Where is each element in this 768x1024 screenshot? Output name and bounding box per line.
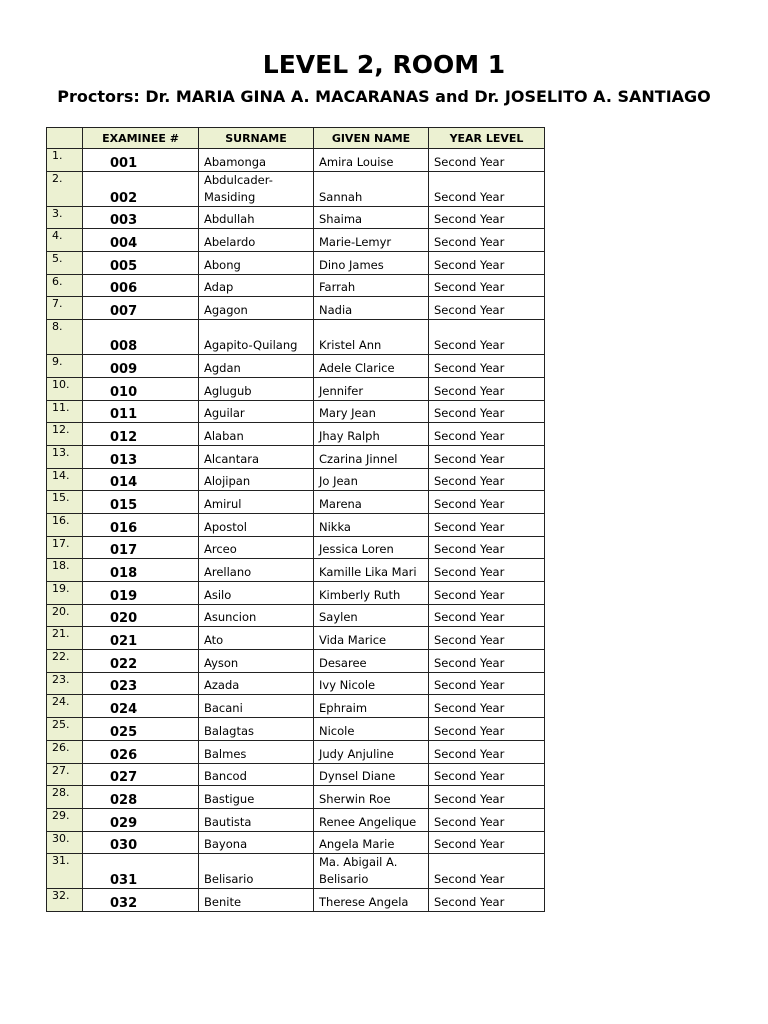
row-number: 11. <box>47 400 83 423</box>
examinee-number: 012 <box>83 423 199 446</box>
examinee-number: 023 <box>83 672 199 695</box>
year-level-cell: Second Year <box>429 206 545 229</box>
given-name-cell: Jessica Loren <box>314 536 429 559</box>
year-level-cell: Second Year <box>429 355 545 378</box>
given-name-cell: Mary Jean <box>314 400 429 423</box>
surname-cell: Apostol <box>199 513 314 536</box>
table-row <box>47 206 545 229</box>
row-number: 16. <box>47 513 83 536</box>
given-name-cell: Renee Angelique <box>314 808 429 831</box>
table-header-row <box>47 128 545 149</box>
surname-cell: Balagtas <box>199 718 314 741</box>
given-name-cell: Czarina Jinnel <box>314 445 429 468</box>
table-row <box>47 889 545 912</box>
row-number: 14. <box>47 468 83 491</box>
examinee-number: 017 <box>83 536 199 559</box>
table-row <box>47 808 545 831</box>
row-number: 22. <box>47 650 83 673</box>
surname-cell: Balmes <box>199 740 314 763</box>
table-row <box>47 355 545 378</box>
surname-cell: Alojipan <box>199 468 314 491</box>
table-row <box>47 491 545 514</box>
table-row <box>47 377 545 400</box>
row-number: 27. <box>47 763 83 786</box>
year-level-cell: Second Year <box>429 740 545 763</box>
given-name-cell: Ma. Abigail A. Belisario <box>314 854 429 889</box>
given-name-cell: Amira Louise <box>314 149 429 172</box>
row-number: 19. <box>47 582 83 605</box>
table-row <box>47 650 545 673</box>
examinee-number: 005 <box>83 252 199 275</box>
surname-cell: Agapito-Quilang <box>199 320 314 355</box>
year-level-cell: Second Year <box>429 854 545 889</box>
examinee-number: 031 <box>83 854 199 889</box>
row-number: 1. <box>47 149 83 172</box>
given-name-cell: Adele Clarice <box>314 355 429 378</box>
row-number: 8. <box>47 320 83 355</box>
year-level-cell: Second Year <box>429 672 545 695</box>
given-name-cell: Saylen <box>314 604 429 627</box>
year-level-cell: Second Year <box>429 786 545 809</box>
year-level-cell: Second Year <box>429 423 545 446</box>
surname-cell: Asuncion <box>199 604 314 627</box>
row-number: 7. <box>47 297 83 320</box>
examinee-number: 015 <box>83 491 199 514</box>
given-name-cell: Vida Marice <box>314 627 429 650</box>
row-number: 21. <box>47 627 83 650</box>
examinee-number: 008 <box>83 320 199 355</box>
surname-cell: Adap <box>199 274 314 297</box>
given-name-cell: Marie-Lemyr <box>314 229 429 252</box>
surname-cell: Abelardo <box>199 229 314 252</box>
year-level-cell: Second Year <box>429 149 545 172</box>
given-name-cell: Kimberly Ruth <box>314 582 429 605</box>
row-number: 5. <box>47 252 83 275</box>
surname-cell: Belisario <box>199 854 314 889</box>
examinee-number: 029 <box>83 808 199 831</box>
surname-cell: Bastigue <box>199 786 314 809</box>
given-name-cell: Marena <box>314 491 429 514</box>
given-name-cell: Farrah <box>314 274 429 297</box>
surname-cell: Aguilar <box>199 400 314 423</box>
table-row <box>47 718 545 741</box>
table-row <box>47 297 545 320</box>
row-number: 9. <box>47 355 83 378</box>
surname-cell: Ato <box>199 627 314 650</box>
surname-cell: Arceo <box>199 536 314 559</box>
surname-cell: Aglugub <box>199 377 314 400</box>
row-number: 24. <box>47 695 83 718</box>
table-row <box>47 229 545 252</box>
examinee-number: 022 <box>83 650 199 673</box>
surname-cell: Agdan <box>199 355 314 378</box>
table-row <box>47 604 545 627</box>
given-name-cell: Jo Jean <box>314 468 429 491</box>
surname-cell: Ayson <box>199 650 314 673</box>
column-header-examinee: EXAMINEE # <box>83 128 199 149</box>
row-number: 2. <box>47 171 83 206</box>
column-header-year-level: YEAR LEVEL <box>429 128 545 149</box>
row-number: 3. <box>47 206 83 229</box>
year-level-cell: Second Year <box>429 320 545 355</box>
year-level-cell: Second Year <box>429 718 545 741</box>
row-number: 30. <box>47 831 83 854</box>
surname-cell: Bacani <box>199 695 314 718</box>
row-number: 10. <box>47 377 83 400</box>
examinee-number: 032 <box>83 889 199 912</box>
row-number: 23. <box>47 672 83 695</box>
surname-cell: Abamonga <box>199 149 314 172</box>
given-name-cell: Kristel Ann <box>314 320 429 355</box>
given-name-cell: Nikka <box>314 513 429 536</box>
surname-cell: Abong <box>199 252 314 275</box>
surname-cell: Agagon <box>199 297 314 320</box>
year-level-cell: Second Year <box>429 889 545 912</box>
year-level-cell: Second Year <box>429 377 545 400</box>
table-row <box>47 854 545 889</box>
surname-cell: Asilo <box>199 582 314 605</box>
year-level-cell: Second Year <box>429 468 545 491</box>
row-number: 13. <box>47 445 83 468</box>
given-name-cell: Shaima <box>314 206 429 229</box>
year-level-cell: Second Year <box>429 831 545 854</box>
table-row <box>47 149 545 172</box>
table-row <box>47 400 545 423</box>
table-row <box>47 171 545 206</box>
given-name-cell: Ephraim <box>314 695 429 718</box>
row-number: 25. <box>47 718 83 741</box>
table-row <box>47 423 545 446</box>
year-level-cell: Second Year <box>429 229 545 252</box>
given-name-cell: Judy Anjuline <box>314 740 429 763</box>
table-row <box>47 582 545 605</box>
surname-cell: Bancod <box>199 763 314 786</box>
table-row <box>47 468 545 491</box>
examinee-number: 025 <box>83 718 199 741</box>
given-name-cell: Kamille Lika Mari <box>314 559 429 582</box>
examinee-number: 007 <box>83 297 199 320</box>
surname-cell: Azada <box>199 672 314 695</box>
table-row <box>47 831 545 854</box>
column-header-surname: SURNAME <box>199 128 314 149</box>
year-level-cell: Second Year <box>429 171 545 206</box>
column-header-given-name: GIVEN NAME <box>314 128 429 149</box>
table-row <box>47 763 545 786</box>
examinee-number: 006 <box>83 274 199 297</box>
row-number: 15. <box>47 491 83 514</box>
surname-cell: Benite <box>199 889 314 912</box>
row-number: 17. <box>47 536 83 559</box>
surname-cell: Alcantara <box>199 445 314 468</box>
surname-cell: Bautista <box>199 808 314 831</box>
examinee-number: 004 <box>83 229 199 252</box>
year-level-cell: Second Year <box>429 400 545 423</box>
table-row <box>47 786 545 809</box>
row-number: 31. <box>47 854 83 889</box>
examinee-number: 009 <box>83 355 199 378</box>
row-number: 28. <box>47 786 83 809</box>
row-number: 20. <box>47 604 83 627</box>
given-name-cell: Sannah <box>314 171 429 206</box>
column-header-number <box>47 128 83 149</box>
table-row <box>47 627 545 650</box>
examinee-number: 026 <box>83 740 199 763</box>
year-level-cell: Second Year <box>429 582 545 605</box>
examinee-number: 002 <box>83 171 199 206</box>
given-name-cell: Dynsel Diane <box>314 763 429 786</box>
table-row <box>47 559 545 582</box>
surname-cell: Amirul <box>199 491 314 514</box>
examinee-number: 018 <box>83 559 199 582</box>
page-title: LEVEL 2, ROOM 1 <box>262 50 506 79</box>
examinee-number: 027 <box>83 763 199 786</box>
surname-cell: Abdulcader-Masiding <box>199 171 314 206</box>
table-row <box>47 445 545 468</box>
surname-cell: Bayona <box>199 831 314 854</box>
year-level-cell: Second Year <box>429 297 545 320</box>
row-number: 4. <box>47 229 83 252</box>
examinee-number: 024 <box>83 695 199 718</box>
examinee-number: 016 <box>83 513 199 536</box>
examinee-number: 011 <box>83 400 199 423</box>
year-level-cell: Second Year <box>429 559 545 582</box>
examinee-number: 003 <box>83 206 199 229</box>
row-number: 26. <box>47 740 83 763</box>
given-name-cell: Ivy Nicole <box>314 672 429 695</box>
year-level-cell: Second Year <box>429 491 545 514</box>
table-row <box>47 672 545 695</box>
table-row <box>47 740 545 763</box>
surname-cell: Alaban <box>199 423 314 446</box>
row-number: 32. <box>47 889 83 912</box>
given-name-cell: Angela Marie <box>314 831 429 854</box>
examinee-number: 014 <box>83 468 199 491</box>
examinee-number: 028 <box>83 786 199 809</box>
given-name-cell: Jennifer <box>314 377 429 400</box>
year-level-cell: Second Year <box>429 627 545 650</box>
given-name-cell: Jhay Ralph <box>314 423 429 446</box>
year-level-cell: Second Year <box>429 808 545 831</box>
year-level-cell: Second Year <box>429 604 545 627</box>
surname-cell: Abdullah <box>199 206 314 229</box>
examinee-number: 001 <box>83 149 199 172</box>
given-name-cell: Desaree <box>314 650 429 673</box>
year-level-cell: Second Year <box>429 513 545 536</box>
table-row <box>47 320 545 355</box>
table-row <box>47 513 545 536</box>
year-level-cell: Second Year <box>429 763 545 786</box>
year-level-cell: Second Year <box>429 650 545 673</box>
examinee-number: 030 <box>83 831 199 854</box>
examinee-number: 021 <box>83 627 199 650</box>
row-number: 29. <box>47 808 83 831</box>
examinee-number: 013 <box>83 445 199 468</box>
year-level-cell: Second Year <box>429 445 545 468</box>
year-level-cell: Second Year <box>429 536 545 559</box>
proctors-line: Proctors: Dr. MARIA GINA A. MACARANAS and Dr. JOSELITO A. SANTIAGO <box>57 87 711 106</box>
row-number: 6. <box>47 274 83 297</box>
examinee-number: 010 <box>83 377 199 400</box>
table-row <box>47 695 545 718</box>
given-name-cell: Nadia <box>314 297 429 320</box>
given-name-cell: Dino James <box>314 252 429 275</box>
surname-cell: Arellano <box>199 559 314 582</box>
row-number: 12. <box>47 423 83 446</box>
given-name-cell: Nicole <box>314 718 429 741</box>
examinee-number: 019 <box>83 582 199 605</box>
given-name-cell: Sherwin Roe <box>314 786 429 809</box>
table-row <box>47 536 545 559</box>
table-row <box>47 252 545 275</box>
year-level-cell: Second Year <box>429 274 545 297</box>
row-number: 18. <box>47 559 83 582</box>
examinee-table <box>46 127 545 912</box>
year-level-cell: Second Year <box>429 252 545 275</box>
given-name-cell: Therese Angela <box>314 889 429 912</box>
table-row <box>47 274 545 297</box>
examinee-number: 020 <box>83 604 199 627</box>
year-level-cell: Second Year <box>429 695 545 718</box>
